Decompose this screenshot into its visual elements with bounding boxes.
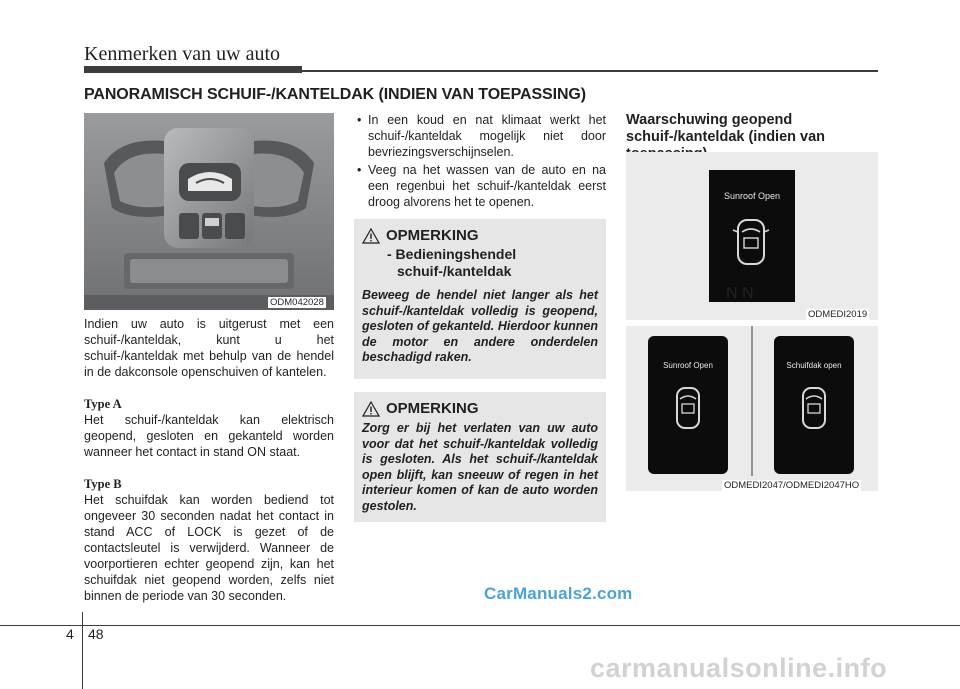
intro-paragraph: Indien uw auto is uitgerust met een schuif-/kanteldak, kunt u het schuif-/kanteldak met behulp van de hendel in de dakconsole openschuiven of kantelen. <box>84 317 334 379</box>
chapter-number: 4 <box>66 626 74 642</box>
note-body: Beweeg de hendel niet langer als het schuif-/kanteldak volledig is geopend, gesloten of gekanteld. Hierdoor kunnen de motor en andere onderdelen beschadigd raken. <box>362 288 598 364</box>
figure-caption-cluster-1: ODMEDI2019 <box>808 309 868 320</box>
warning-triangle-icon <box>362 228 380 244</box>
sunroof-warning-heading: Waarschuwing geopend schuif-/kanteldak (indien van <box>626 112 826 145</box>
display-text: Sunroof Open <box>663 361 713 370</box>
warning-triangle-icon <box>362 401 380 417</box>
cluster-display-image-2 <box>626 326 878 491</box>
type-b-paragraph: Het schuifdak kan worden bediend tot ongeveer 30 seconden nadat het contact in stand ACC of LOCK is gezet of de contactsleutel is verwijderd. Wanneer de voorportieren echter geopend zijn, kan het schuifdak niet geopend worden, zelfs niet binnen de periode van 30 seconden. <box>84 493 334 603</box>
display-text: Schuifdak open <box>786 361 842 370</box>
note-box-leaving-car <box>354 392 606 522</box>
overhead-console-image <box>84 113 334 310</box>
figure-caption-cluster-2: ODMEDI2047/ODMEDI2047HO <box>724 480 860 491</box>
footer-rule <box>0 625 960 626</box>
left-column <box>84 316 334 604</box>
page-number: 48 <box>88 626 104 642</box>
note-label: OPMERKING <box>386 227 479 244</box>
sunroof-open-display-variants-illustration <box>626 326 878 491</box>
note-box-lever <box>354 219 606 379</box>
svg-text:N N: N N <box>726 285 754 302</box>
display-text: Sunroof Open <box>723 191 781 201</box>
header-rule-thick <box>84 66 302 73</box>
note-subtitle: - Bedieningshendel schuif-/kanteldak <box>387 246 517 279</box>
header-rule-thin <box>302 70 878 72</box>
middle-bullets <box>354 112 606 212</box>
page-header-title: Kenmerken van uw auto <box>84 43 281 65</box>
type-a-heading: Type A <box>84 397 122 411</box>
cluster-display-image-1 <box>626 152 878 320</box>
overhead-console-illustration <box>84 113 334 310</box>
type-b-heading: Type B <box>84 477 122 491</box>
type-a-paragraph: Het schuif-/kanteldak kan elektrisch geopend, gesloten en gekanteld worden wanneer het contact in stand ON staat. <box>84 413 334 459</box>
footer-divider <box>82 612 83 689</box>
note-body: Zorg er bij het verlaten van uw auto voor dat het schuif-/kanteldak volledig is gesloten. Als het schuif-/kanteldak open blijft, kan sneeuw of regen in het interieur komen of kan de auto worden gestolen. <box>362 421 598 513</box>
sunroof-open-display-illustration <box>626 152 878 320</box>
note-label: OPMERKING <box>386 400 479 417</box>
bullet-item: • In een koud en nat klimaat werkt het schuif-/kanteldak mogelijk niet door bevriezingsverschijnselen. <box>354 112 606 160</box>
bottom-watermark: carmanualsonline.info <box>590 653 888 683</box>
bullet-item: • Veeg na het wassen van de auto en na een regenbui het schuif-/kanteldak eerst droog alvorens het te openen. <box>354 162 606 210</box>
figure-caption-console: ODM042028 <box>270 297 324 308</box>
section-title: PANORAMISCH SCHUIF-/KANTELDAK (INDIEN VAN TOEPASSING) <box>84 86 586 103</box>
site-watermark-link[interactable]: CarManuals2.com <box>484 584 633 603</box>
